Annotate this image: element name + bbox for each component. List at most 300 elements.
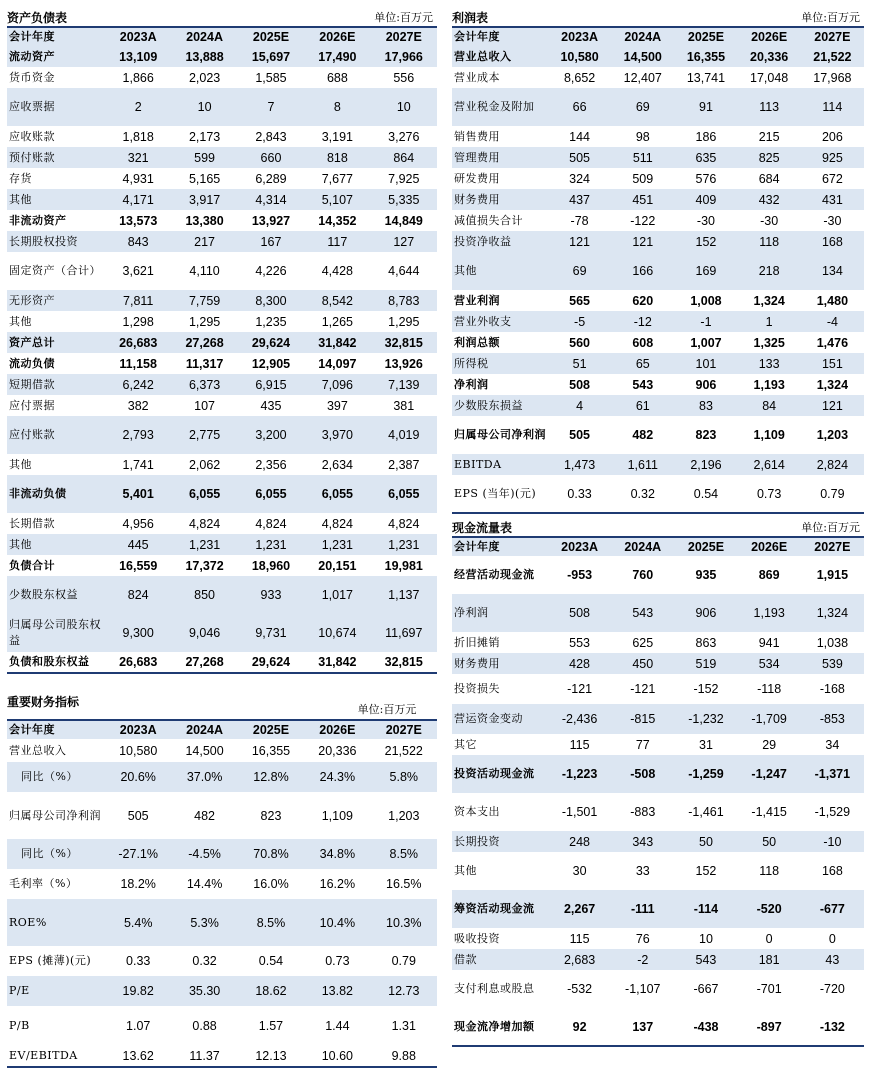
row-value: 168 — [801, 231, 864, 252]
row-value: -701 — [756, 982, 782, 996]
table-row — [7, 311, 437, 332]
row-value: 218 — [738, 252, 801, 290]
row-value: 450 — [611, 653, 674, 674]
table-row — [452, 734, 864, 755]
row-label: 其他 — [454, 864, 477, 877]
row-value: 29 — [762, 737, 777, 752]
row-value: -30 — [696, 213, 715, 228]
row-value: 2,387 — [388, 457, 420, 472]
row-value: 543 — [674, 949, 737, 970]
row-value: 14,500 — [611, 46, 674, 67]
row-label: 研发费用 — [454, 171, 500, 185]
row-value: -121 — [567, 682, 593, 696]
table-row — [7, 614, 437, 652]
row-value: 21,522 — [801, 46, 864, 67]
row-value: 151 — [801, 353, 864, 374]
row-value: -5 — [548, 311, 611, 332]
row-label: 投资活动现金流 — [452, 755, 548, 793]
row-value: 12.73 — [371, 976, 437, 1006]
row-value: 152 — [695, 864, 717, 878]
row-value: 1,193 — [753, 377, 785, 392]
table-row — [7, 1006, 437, 1046]
row-value: 20,336 — [318, 743, 357, 758]
row-label: 长期股权投资 — [7, 231, 105, 252]
row-value: 1,298 — [122, 314, 154, 329]
row-value: 168 — [821, 864, 843, 878]
row-value: 509 — [632, 171, 654, 186]
row-value: 2,267 — [548, 890, 611, 928]
row-value: -508 — [611, 755, 674, 793]
row-value: 215 — [758, 129, 780, 144]
income-unit: 单位:百万元 — [801, 11, 860, 24]
header-year: 2023A — [105, 28, 171, 46]
row-value: 10,580 — [548, 46, 611, 67]
income-title-row — [452, 10, 864, 28]
row-value: 186 — [695, 129, 717, 144]
row-value: 9.88 — [371, 1046, 437, 1067]
row-value: 553 — [569, 635, 591, 650]
row-value: 1,295 — [388, 314, 420, 329]
table-row — [452, 632, 864, 653]
header-year: 2023A — [548, 28, 611, 46]
row-label: 少数股东损益 — [452, 395, 548, 416]
table-row — [452, 970, 864, 1008]
row-value: 14,849 — [384, 213, 423, 228]
row-value: 13,573 — [119, 213, 158, 228]
row-value: 1.31 — [391, 1019, 416, 1033]
row-value: 17,372 — [185, 558, 224, 573]
row-value: 4,824 — [321, 516, 353, 531]
row-label: EV/EBITDA — [7, 1046, 105, 1067]
row-value: 13,380 — [185, 213, 224, 228]
row-value: -1,247 — [738, 755, 801, 793]
row-value: 1,109 — [321, 808, 353, 823]
row-value: 17,966 — [371, 46, 437, 67]
row-value: 5.8% — [371, 762, 437, 792]
table-row — [452, 311, 864, 332]
row-label: 应付账款 — [7, 416, 105, 454]
row-label: 营运资金变动 — [452, 704, 548, 734]
row-label: 固定资产（合计） — [9, 264, 101, 277]
table-row — [452, 890, 864, 928]
row-value: 2,793 — [105, 416, 171, 454]
row-value: 9,731 — [238, 614, 304, 652]
row-value: 1,818 — [122, 129, 154, 144]
row-value: 18.2% — [120, 877, 156, 891]
row-value: -122 — [630, 213, 656, 228]
row-value: 118 — [738, 231, 801, 252]
row-label: P/E — [7, 976, 105, 1006]
row-value: 599 — [171, 147, 237, 168]
row-value: 115 — [569, 931, 590, 946]
row-value: 15,697 — [238, 46, 304, 67]
row-label: 支付利息或股息 — [454, 982, 535, 995]
row-value: 1,325 — [753, 335, 785, 350]
row-value: 4,019 — [371, 416, 437, 454]
indicators-header-row — [7, 721, 437, 739]
row-value: 13,926 — [384, 356, 423, 371]
row-label: 少数股东权益 — [7, 576, 105, 614]
indicators-title-row — [7, 686, 437, 721]
row-label: 筹资活动现金流 — [452, 890, 548, 928]
cashflow-title: 现金流量表 — [452, 521, 513, 535]
balance-title-row — [7, 10, 437, 28]
table-row — [452, 67, 864, 88]
table-row — [7, 652, 437, 673]
row-value: -4.5% — [171, 839, 237, 869]
row-value: 7,096 — [304, 374, 370, 395]
row-value: 19.82 — [105, 976, 171, 1006]
row-value: -1,223 — [548, 755, 611, 793]
header-year: 2027E — [371, 721, 437, 739]
row-value: 169 — [674, 252, 737, 290]
row-value: 32,815 — [371, 652, 437, 673]
row-value: -10 — [801, 831, 864, 852]
row-value: 1 — [738, 311, 801, 332]
row-value: 11,317 — [185, 356, 224, 371]
row-value: 115 — [569, 737, 590, 752]
row-label: 营业总收入 — [452, 46, 548, 67]
row-value: 248 — [548, 831, 611, 852]
row-value: 6,373 — [171, 374, 237, 395]
table-row — [7, 126, 437, 147]
row-value: 7,925 — [388, 171, 420, 186]
row-value: 113 — [738, 88, 801, 126]
table-row — [7, 231, 437, 252]
cashflow-table — [452, 538, 864, 1047]
row-value: 16,355 — [251, 743, 291, 758]
income-statement-panel — [452, 10, 864, 514]
row-label: 投资损失 — [454, 682, 500, 695]
row-value: 0.32 — [611, 475, 674, 513]
row-value: 4,171 — [105, 189, 171, 210]
row-label: 净利润 — [454, 377, 489, 391]
row-value: 560 — [569, 335, 591, 350]
row-value: 7,677 — [321, 171, 353, 186]
row-value: 12,905 — [251, 356, 291, 371]
row-value: 12.13 — [238, 1046, 304, 1067]
row-value: 4 — [548, 395, 611, 416]
row-label: 无形资产 — [7, 290, 105, 311]
row-value: 20,151 — [318, 558, 357, 573]
row-value: 625 — [632, 635, 654, 650]
header-year: 2025E — [674, 538, 737, 556]
balance-unit: 单位:百万元 — [374, 11, 433, 24]
row-value: 684 — [758, 171, 780, 186]
row-value: -677 — [801, 890, 864, 928]
row-value: 1,915 — [816, 568, 849, 582]
balance-header-row — [7, 28, 437, 46]
row-value: 10.3% — [371, 899, 437, 946]
row-label: 归属母公司净利润 — [9, 808, 101, 822]
row-value: -1,501 — [561, 805, 598, 819]
row-value: 14,500 — [185, 743, 224, 758]
row-value: 451 — [611, 189, 674, 210]
table-row — [7, 946, 437, 976]
row-value: -1,709 — [738, 704, 801, 734]
header-year: 2025E — [238, 721, 304, 739]
row-value: 608 — [632, 335, 654, 350]
row-value: 217 — [171, 231, 237, 252]
row-value: 2,634 — [321, 457, 353, 472]
row-value: 12,407 — [623, 70, 662, 85]
row-value: 5,107 — [304, 189, 370, 210]
row-label: 应收账款 — [9, 129, 55, 143]
row-value: 1.07 — [126, 1019, 151, 1033]
header-year: 2024A — [171, 28, 237, 46]
row-value: 1,265 — [321, 314, 353, 329]
row-value: -520 — [738, 890, 801, 928]
row-label: 预付账款 — [7, 147, 105, 168]
row-value: 77 — [635, 737, 650, 752]
table-row — [7, 147, 437, 168]
row-value: 925 — [801, 147, 864, 168]
row-value: 20.6% — [105, 762, 171, 792]
table-row — [7, 1046, 437, 1067]
row-value: -720 — [819, 982, 845, 996]
income-title: 利润表 — [452, 11, 489, 25]
row-value: 0.79 — [391, 954, 416, 968]
row-label: EPS (摊薄)(元) — [9, 954, 92, 967]
row-label: 短期借款 — [7, 374, 105, 395]
row-value: 16.5% — [386, 877, 422, 891]
row-value: 206 — [821, 129, 843, 144]
row-value: 635 — [674, 147, 737, 168]
row-value: 101 — [674, 353, 737, 374]
row-value: 8,542 — [304, 290, 370, 311]
row-value: 3,917 — [171, 189, 237, 210]
row-label: 财务费用 — [452, 189, 548, 210]
row-label: 管理费用 — [452, 147, 548, 168]
row-value: 6,242 — [105, 374, 171, 395]
table-row — [452, 290, 864, 311]
row-value: 1,480 — [816, 293, 849, 308]
table-row — [452, 653, 864, 674]
row-value: 0 — [828, 931, 836, 946]
row-value: 2,843 — [255, 129, 287, 144]
row-value: 850 — [171, 576, 237, 614]
row-value: 445 — [105, 534, 171, 555]
row-value: 5,401 — [105, 475, 171, 513]
row-value: 21,522 — [384, 743, 423, 758]
table-row — [452, 210, 864, 231]
table-row — [7, 454, 437, 475]
row-value: 505 — [548, 147, 611, 168]
row-value: 0.33 — [126, 954, 151, 968]
row-value: 34 — [825, 737, 840, 752]
row-label: 其他 — [9, 314, 32, 328]
row-value: 92 — [548, 1008, 611, 1046]
row-value: 508 — [548, 594, 611, 632]
row-value: 1,203 — [816, 428, 849, 442]
row-value: 51 — [548, 353, 611, 374]
row-value: 482 — [194, 808, 216, 823]
table-row — [7, 739, 437, 762]
row-value: 0.54 — [258, 954, 284, 968]
table-row — [452, 674, 864, 704]
row-value: 13,888 — [171, 46, 237, 67]
row-value: 3,191 — [321, 129, 353, 144]
row-value: 10,674 — [304, 614, 370, 652]
row-value: 760 — [632, 568, 654, 582]
row-value: 505 — [569, 428, 591, 442]
row-value: 7 — [238, 88, 304, 126]
row-value: 84 — [738, 395, 801, 416]
row-value: 1,007 — [690, 335, 722, 350]
balance-title: 资产负债表 — [7, 11, 68, 25]
row-label: 营业成本 — [454, 70, 500, 84]
row-value: 941 — [758, 635, 780, 650]
row-value: 91 — [674, 88, 737, 126]
row-value: 6,055 — [371, 475, 437, 513]
table-row — [452, 332, 864, 353]
row-label: 其他 — [7, 534, 105, 555]
row-value: 31,842 — [304, 652, 370, 673]
row-value: 13.82 — [304, 976, 370, 1006]
row-value: 152 — [674, 231, 737, 252]
row-value: -118 — [757, 682, 782, 696]
row-value: 32,815 — [371, 332, 437, 353]
row-value: 166 — [611, 252, 674, 290]
row-value: 321 — [105, 147, 171, 168]
row-value: 565 — [569, 293, 591, 308]
table-row — [7, 332, 437, 353]
table-row — [7, 475, 437, 513]
row-label: 现金流净增加额 — [452, 1008, 548, 1046]
table-row — [452, 416, 864, 454]
table-row — [7, 189, 437, 210]
row-label: 其它 — [454, 737, 477, 751]
header-label: 会计年度 — [452, 538, 548, 556]
row-value: 1,231 — [171, 534, 237, 555]
row-value: 1,008 — [690, 293, 722, 308]
row-value: 17,048 — [750, 70, 789, 85]
row-value: 824 — [105, 576, 171, 614]
row-value: 5,165 — [188, 171, 221, 186]
row-value: -1,415 — [751, 805, 787, 819]
row-label: 非流动资产 — [9, 213, 67, 227]
row-value: 543 — [611, 594, 674, 632]
row-value: 10 — [699, 931, 713, 946]
row-value: 825 — [738, 147, 801, 168]
row-value: 2,614 — [738, 454, 801, 475]
row-label: 应付票据 — [9, 398, 55, 412]
row-value: 29,624 — [238, 332, 304, 353]
indicators-table — [7, 721, 437, 1068]
header-year: 2023A — [105, 721, 171, 739]
row-value: 98 — [635, 129, 650, 144]
table-row — [452, 126, 864, 147]
row-label: 其他 — [7, 189, 105, 210]
row-value: 9,046 — [171, 614, 237, 652]
table-row — [452, 831, 864, 852]
row-label: 借款 — [452, 949, 548, 970]
table-row — [7, 534, 437, 555]
row-value: 2,062 — [188, 457, 221, 472]
balance-table — [7, 28, 437, 674]
header-year: 2026E — [738, 538, 801, 556]
row-value: 2,683 — [548, 949, 611, 970]
row-value: 2,824 — [801, 454, 864, 475]
row-value: 10.4% — [304, 899, 370, 946]
header-year: 2026E — [738, 28, 801, 46]
row-value: 61 — [611, 395, 674, 416]
table-row — [452, 189, 864, 210]
row-value: 31,842 — [304, 332, 370, 353]
row-value: 107 — [194, 398, 216, 413]
row-value: 864 — [371, 147, 437, 168]
row-label: 非流动负债 — [7, 475, 105, 513]
row-value: -152 — [693, 682, 719, 696]
table-row — [452, 755, 864, 793]
row-label: 净利润 — [452, 594, 548, 632]
row-value: 3,970 — [304, 416, 370, 454]
row-value: 508 — [569, 377, 591, 392]
row-value: 4,956 — [122, 516, 154, 531]
row-value: 409 — [674, 189, 737, 210]
row-value: 10 — [171, 88, 237, 126]
row-value: 543 — [632, 377, 654, 392]
row-value: 1,231 — [304, 534, 370, 555]
row-value: 6,055 — [171, 475, 237, 513]
row-value: 167 — [238, 231, 304, 252]
row-value: 43 — [801, 949, 864, 970]
row-value: -114 — [674, 890, 737, 928]
row-value: 8,652 — [563, 70, 596, 85]
row-value: 13,927 — [251, 213, 291, 228]
table-row — [452, 454, 864, 475]
indicators-unit: 单位:百万元 — [357, 703, 417, 716]
row-value: 1,137 — [371, 576, 437, 614]
row-label: 归属母公司净利润 — [454, 428, 546, 441]
row-value: 343 — [611, 831, 674, 852]
row-value: 13,741 — [686, 70, 726, 85]
row-value: 1,231 — [371, 534, 437, 555]
row-value: 0 — [765, 931, 773, 946]
header-label: 会计年度 — [7, 28, 105, 46]
table-row — [7, 46, 437, 67]
row-value: 83 — [674, 395, 737, 416]
row-value: 688 — [326, 70, 348, 85]
table-row — [452, 88, 864, 126]
row-value: 428 — [548, 653, 611, 674]
row-value: 20,336 — [738, 46, 801, 67]
row-value: 556 — [393, 70, 415, 85]
row-value: 906 — [674, 594, 737, 632]
row-value: 13.62 — [105, 1046, 171, 1067]
row-value: 14.4% — [186, 877, 223, 891]
row-value: 13,109 — [105, 46, 171, 67]
row-value: 1,611 — [611, 454, 674, 475]
row-value: 0.79 — [801, 475, 864, 513]
cashflow-panel — [452, 520, 864, 1047]
row-value: 432 — [738, 189, 801, 210]
row-label: 其他 — [9, 457, 32, 471]
row-value: 1,585 — [255, 70, 287, 85]
table-row — [7, 976, 437, 1006]
row-value: 482 — [632, 428, 654, 442]
row-value: 1.57 — [258, 1019, 284, 1033]
row-value: 114 — [801, 88, 864, 126]
row-value: 11.37 — [171, 1046, 237, 1067]
row-value: 121 — [611, 231, 674, 252]
table-row — [7, 290, 437, 311]
table-row — [7, 210, 437, 231]
row-label: 应收票据 — [7, 88, 105, 126]
row-label: 资产总计 — [7, 332, 105, 353]
row-value: 16.0% — [253, 877, 289, 891]
row-value: -2,436 — [548, 704, 611, 734]
